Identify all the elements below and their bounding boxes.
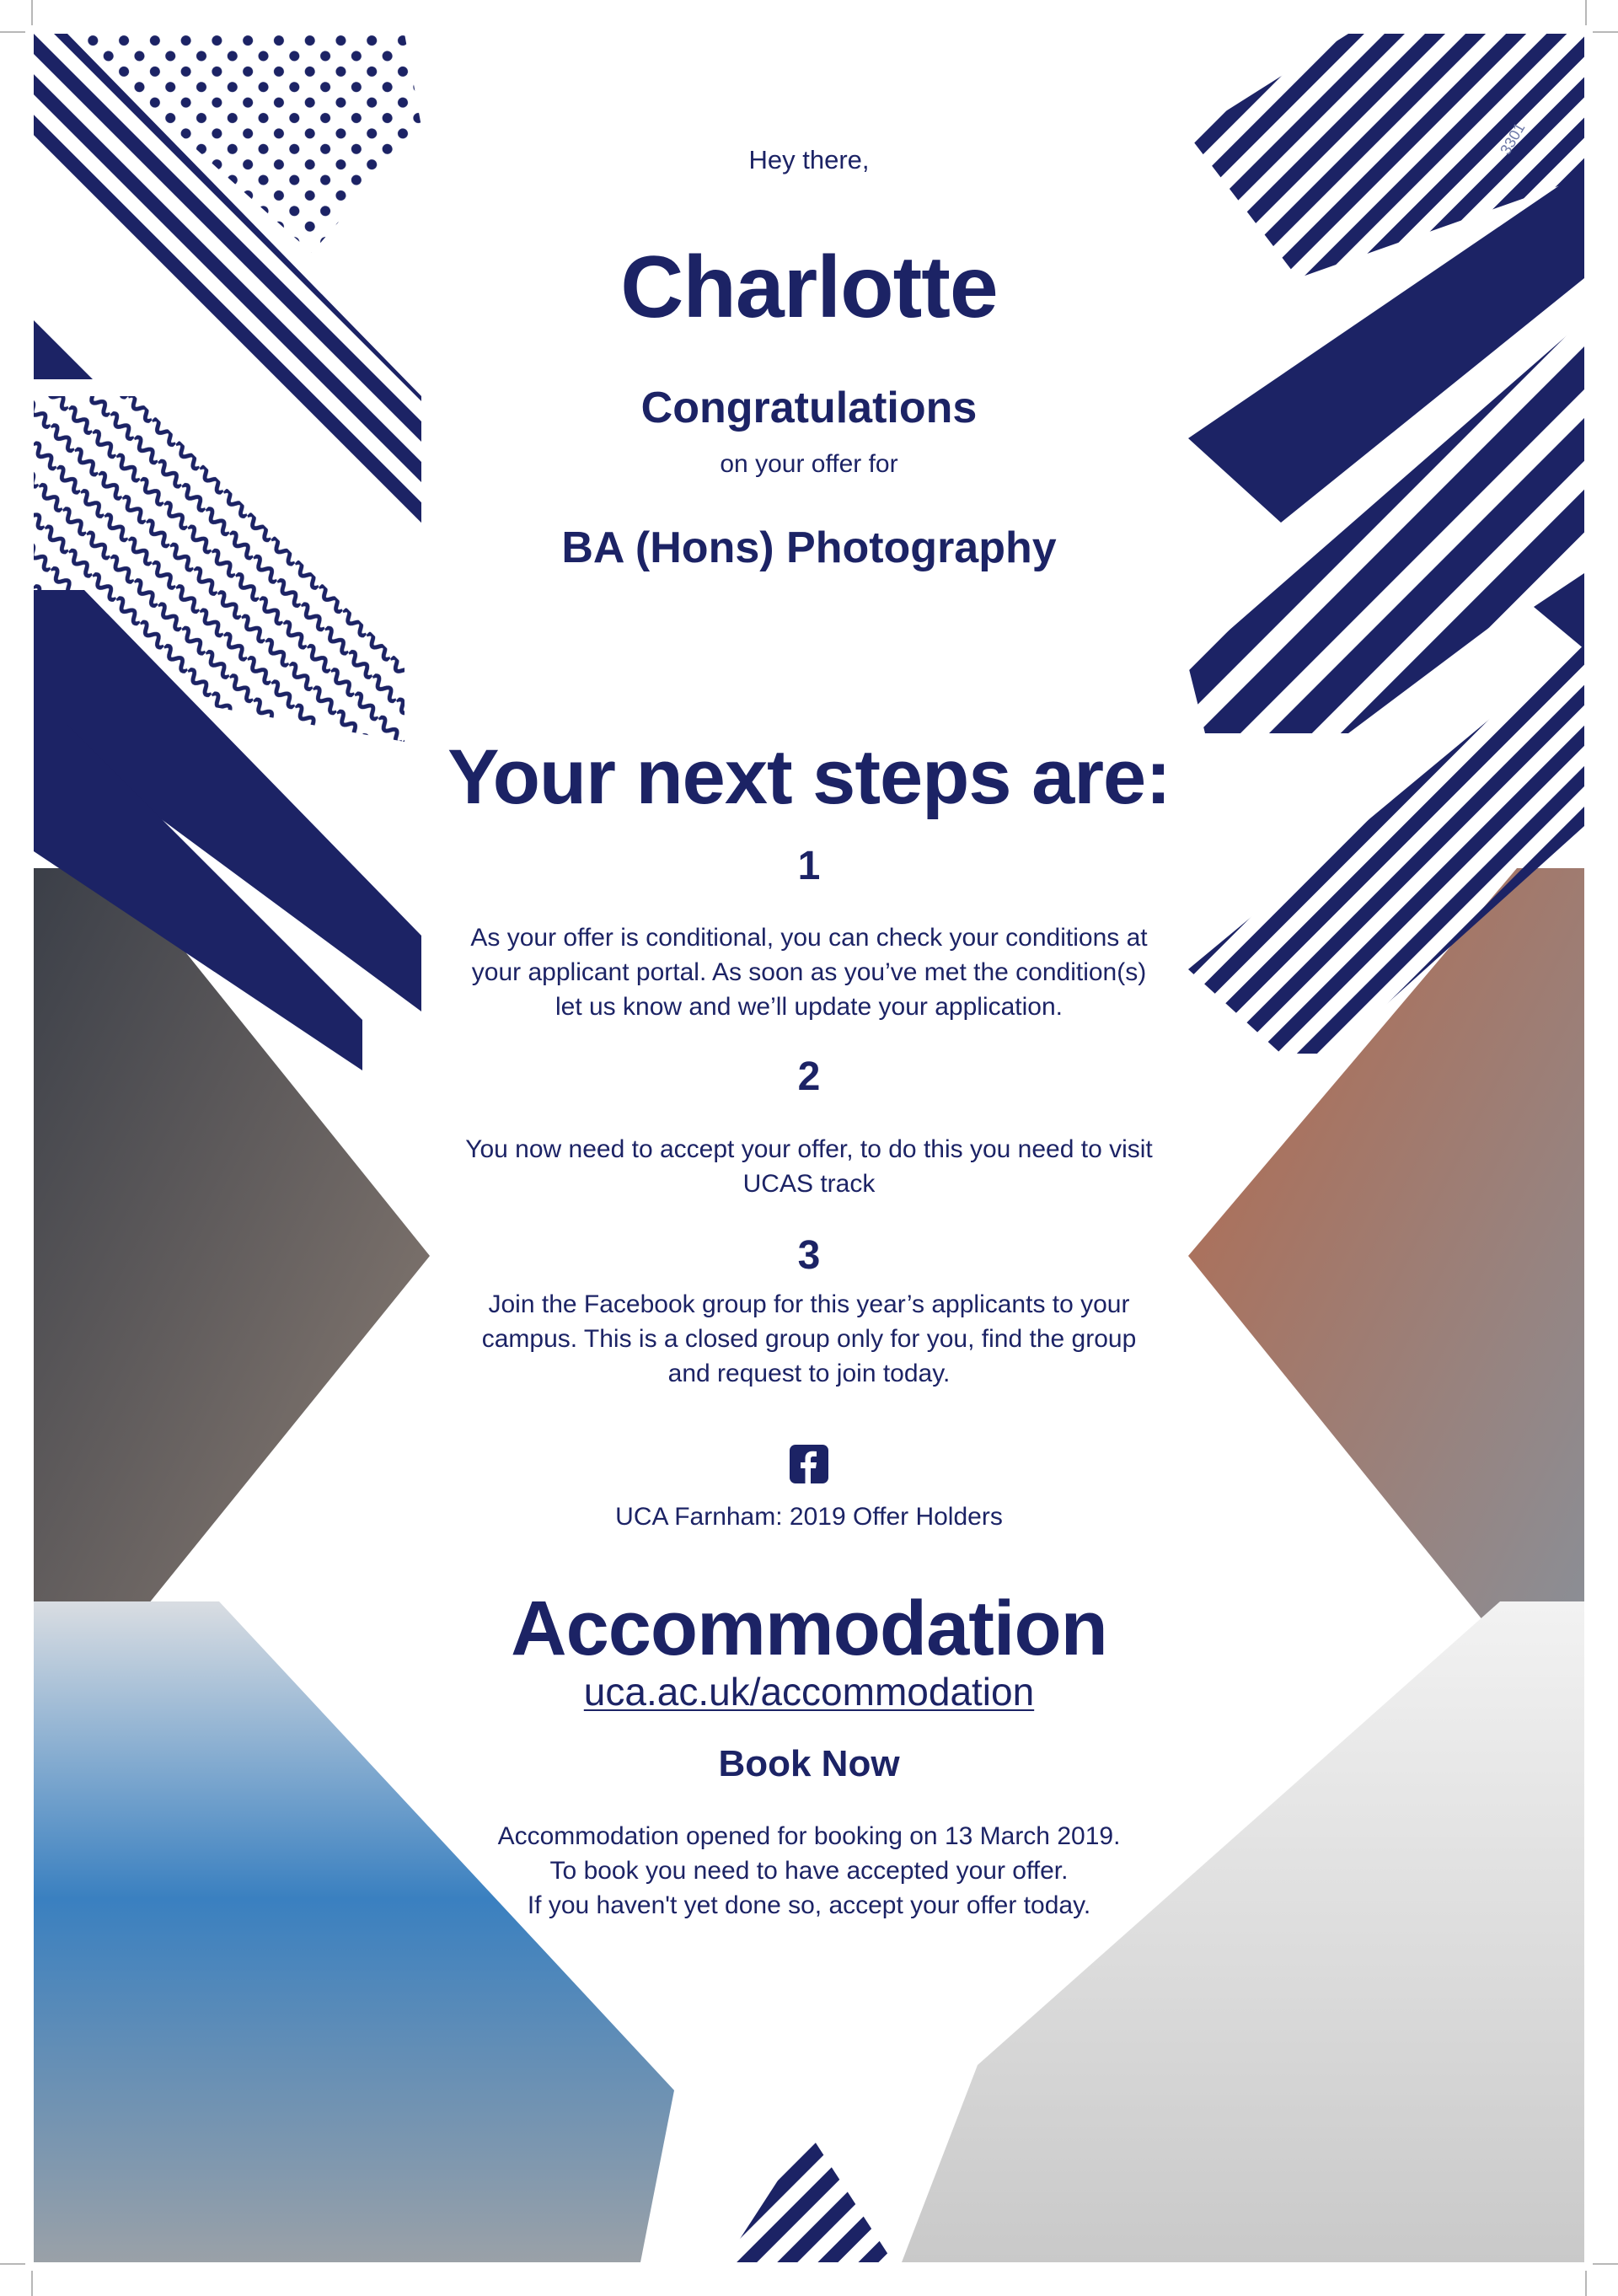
step-1-line: your applicant portal. As soon as you’ve met the condition(s): [471, 958, 1147, 986]
greeting: Hey there,: [748, 145, 870, 174]
step-2-line: UCAS track: [742, 1170, 876, 1198]
book-now-button[interactable]: Book Now: [718, 1743, 900, 1784]
step-1-line: As your offer is conditional, you can check your conditions at: [470, 924, 1148, 952]
facebook-group-name: UCA Farnham: 2019 Offer Holders: [615, 1503, 1003, 1531]
step-3-line: Join the Facebook group for this year’s applicants to your: [488, 1290, 1130, 1318]
congratulations-heading: Congratulations: [640, 384, 978, 432]
corner-code: 3301: [1497, 120, 1529, 158]
accommodation-line: Accommodation opened for booking on 13 March 2019.: [497, 1822, 1121, 1850]
step-1-text: [430, 920, 1188, 1024]
accommodation-line: To book you need to have accepted your offer.: [549, 1857, 1069, 1885]
offer-subtitle: on your offer for: [720, 450, 898, 478]
accommodation-text: [430, 1819, 1188, 1923]
step-2-text: [430, 1132, 1188, 1201]
facebook-icon[interactable]: [790, 1445, 828, 1483]
step-number: 2: [797, 1054, 821, 1099]
students-with-camera-photo: [34, 868, 430, 1652]
step-3-line: campus. This is a closed group only for you, find the group: [481, 1325, 1137, 1353]
step-number: 1: [797, 844, 821, 888]
accommodation-link[interactable]: uca.ac.uk/accommodation: [583, 1670, 1035, 1714]
step-3-text: [430, 1287, 1188, 1391]
accommodation-heading: Accommodation: [511, 1585, 1107, 1671]
step-1-line: let us know and we’ll update your application.: [555, 993, 1063, 1021]
next-steps-heading: Your next steps are:: [447, 734, 1171, 820]
recipient-name: Charlotte: [620, 239, 998, 336]
accommodation-line: If you haven't yet done so, accept your offer today.: [527, 1891, 1091, 1919]
course-title: BA (Hons) Photography: [561, 523, 1057, 572]
step-2-line: You now need to accept your offer, to do this you need to visit: [465, 1135, 1153, 1163]
step-3-line: and request to join today.: [667, 1360, 951, 1387]
step-number: 3: [797, 1233, 821, 1278]
